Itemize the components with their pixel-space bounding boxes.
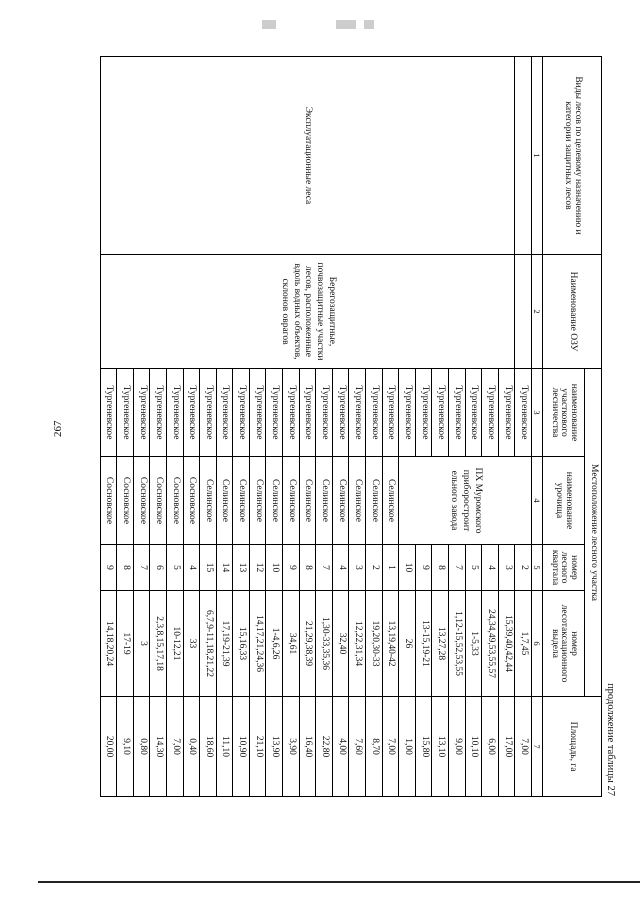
lesnichestvo-cell: Тургеневское [415, 369, 432, 457]
lesnichestvo-cell: Тургеневское [233, 369, 250, 457]
area-cell: 3,90 [283, 697, 300, 797]
column-number-cell: 6 [532, 591, 543, 697]
area-cell: 11,10 [216, 697, 233, 797]
lesnichestvo-cell: Тургеневское [399, 369, 416, 457]
vydel-cell: 2,3,8,15,17,18 [150, 591, 167, 697]
vydel-cell: 34,61 [283, 591, 300, 697]
urochishe-cell: Селинское [349, 457, 366, 545]
lesnichestvo-cell: Тургеневское [382, 369, 399, 457]
kvartal-cell: 8 [299, 545, 316, 591]
vydel-cell: 17,19-21,39 [216, 591, 233, 697]
vydel-cell: 21,29,38,39 [299, 591, 316, 697]
urochishe-cell: Селинское [299, 457, 316, 545]
vydel-cell: 24,34,49,53,55,57 [482, 591, 499, 697]
area-cell: 10,90 [233, 697, 250, 797]
ozu-cell-top [515, 255, 532, 369]
area-cell: 7,00 [166, 697, 183, 797]
vydel-cell: 13,19,40-42 [382, 591, 399, 697]
lesnichestvo-cell: Тургеневское [515, 369, 532, 457]
urochishe-cell: Сосновское [133, 457, 150, 545]
area-cell: 9,00 [449, 697, 466, 797]
urochishe-cell: Селинское [316, 457, 333, 545]
lesnichestvo-cell: Тургеневское [465, 369, 482, 457]
area-cell: 4,00 [332, 697, 349, 797]
lesnichestvo-cell: Тургеневское [133, 369, 150, 457]
lesnichestvo-cell: Тургеневское [266, 369, 283, 457]
kvartal-cell: 7 [133, 545, 150, 591]
vydel-cell: 26 [399, 591, 416, 697]
vydel-cell: 6,7,9-11,18,21,22 [200, 591, 217, 697]
area-cell: 14,30 [150, 697, 167, 797]
lesnichestvo-cell: Тургеневское [249, 369, 266, 457]
category-cell-top [515, 57, 532, 255]
forest-table [100, 56, 602, 797]
urochishe-cell: Селинское [332, 457, 349, 545]
column-number-row [532, 57, 543, 797]
header-kvartal: номер лесного квартала [543, 545, 585, 591]
scan-artifact [262, 20, 276, 29]
urochishe-cell: Селинское [249, 457, 266, 545]
vydel-cell: 19,20,30-33 [366, 591, 383, 697]
area-cell: 17,00 [498, 697, 515, 797]
lesnichestvo-cell: Тургеневское [216, 369, 233, 457]
vydel-cell: 1,12-15,52,53,55 [449, 591, 466, 697]
header-urochishe: наименование урочища [543, 457, 585, 545]
area-cell: 6,00 [482, 697, 499, 797]
header-vydel: номер лесотаксационного выдела [543, 591, 585, 697]
urochishe-cell: Сосновское [117, 457, 134, 545]
lesnichestvo-cell: Тургеневское [200, 369, 217, 457]
urochishe-cell: Сосновское [166, 457, 183, 545]
header-location-group: Местоположение лесного участка [585, 369, 602, 697]
kvartal-cell: 3 [349, 545, 366, 591]
area-cell: 13,10 [432, 697, 449, 797]
kvartal-cell: 10 [399, 545, 416, 591]
column-number-cell: 2 [532, 255, 543, 369]
lesnichestvo-cell: Тургеневское [150, 369, 167, 457]
urochishe-cell: Селинское [216, 457, 233, 545]
bottom-rule [38, 881, 640, 883]
kvartal-cell: 5 [166, 545, 183, 591]
area-cell: 8,70 [366, 697, 383, 797]
area-cell: 20,00 [100, 697, 117, 797]
header-lesnichestvo: наименование участкового лесничества [543, 369, 585, 457]
kvartal-cell: 2 [515, 545, 532, 591]
scan-artifact [364, 20, 374, 29]
urochishe-cell: Селинское [283, 457, 300, 545]
header-category: Виды лесов по целевому назначению и категории защитных лесов [543, 57, 602, 255]
kvartal-cell: 3 [498, 545, 515, 591]
area-cell: 22,80 [316, 697, 333, 797]
kvartal-cell: 7 [316, 545, 333, 591]
vydel-cell: 12,22,31,34 [349, 591, 366, 697]
vydel-cell: 15,16,33 [233, 591, 250, 697]
area-cell: 10,10 [465, 697, 482, 797]
area-cell: 0,80 [133, 697, 150, 797]
column-number-cell: 3 [532, 369, 543, 457]
area-cell: 18,60 [200, 697, 217, 797]
area-cell: 15,80 [415, 697, 432, 797]
category-cell: Эксплуатационные леса [100, 57, 515, 255]
area-cell: 13,90 [266, 697, 283, 797]
urochishe-cell: Селинское [366, 457, 383, 545]
kvartal-cell: 15 [200, 545, 217, 591]
kvartal-cell: 8 [117, 545, 134, 591]
kvartal-cell: 10 [266, 545, 283, 591]
vydel-cell: 14,18,20,24 [100, 591, 117, 697]
header-area: Площадь, га [543, 697, 602, 797]
kvartal-cell: 9 [100, 545, 117, 591]
urochishe-cell: Сосновское [150, 457, 167, 545]
table-body [100, 57, 531, 797]
column-number-cell: 4 [532, 457, 543, 545]
table-row [498, 57, 515, 797]
lesnichestvo-cell: Тургеневское [332, 369, 349, 457]
vydel-cell: 13,27,28 [432, 591, 449, 697]
header-ozu: Наименование ОЗУ [543, 255, 602, 369]
urochishe-cell: Сосновское [100, 457, 117, 545]
continuation-label: продолжение таблицы 27 [605, 683, 616, 796]
urochishe-cell: Селинское [233, 457, 250, 545]
kvartal-cell: 6 [150, 545, 167, 591]
kvartal-cell: 9 [415, 545, 432, 591]
kvartal-cell: 4 [183, 545, 200, 591]
kvartal-cell: 9 [283, 545, 300, 591]
column-number-cell: 1 [532, 57, 543, 255]
scan-artifact [336, 20, 356, 29]
kvartal-cell: 7 [449, 545, 466, 591]
kvartal-cell: 4 [482, 545, 499, 591]
lesnichestvo-cell: Тургеневское [449, 369, 466, 457]
vydel-cell: 1,30-33,35,36 [316, 591, 333, 697]
kvartal-cell: 5 [465, 545, 482, 591]
kvartal-cell: 8 [432, 545, 449, 591]
vydel-cell: 1-4,6,26 [266, 591, 283, 697]
lesnichestvo-cell: Тургеневское [100, 369, 117, 457]
vydel-cell: 14,17,21,24,36 [249, 591, 266, 697]
kvartal-cell: 1 [382, 545, 399, 591]
kvartal-cell: 4 [332, 545, 349, 591]
lesnichestvo-cell: Тургеневское [283, 369, 300, 457]
area-cell: 7,60 [349, 697, 366, 797]
vydel-cell: 1,7,45 [515, 591, 532, 697]
urochishe-cell: Селинское [200, 457, 217, 545]
urochishe-merged-cell: ПХ Муромского приборостроит ельного завода [399, 457, 532, 545]
area-cell: 9,10 [117, 697, 134, 797]
page-number: 267 [52, 420, 64, 437]
lesnichestvo-cell: Тургеневское [183, 369, 200, 457]
area-cell: 7,00 [515, 697, 532, 797]
kvartal-cell: 12 [249, 545, 266, 591]
area-cell: 1,00 [399, 697, 416, 797]
lesnichestvo-cell: Тургеневское [299, 369, 316, 457]
vydel-cell: 1-5,33 [465, 591, 482, 697]
lesnichestvo-cell: Тургеневское [432, 369, 449, 457]
lesnichestvo-cell: Тургеневское [366, 369, 383, 457]
vydel-cell: 13-15,19-21 [415, 591, 432, 697]
area-cell: 0,40 [183, 697, 200, 797]
lesnichestvo-cell: Тургеневское [166, 369, 183, 457]
ozu-cell: Берегозащитные, почвозащитные участки лесов, расположенные вдоль водных объектов, склонов оврагов [100, 255, 515, 369]
kvartal-cell: 2 [366, 545, 383, 591]
lesnichestvo-cell: Тургеневское [349, 369, 366, 457]
kvartal-cell: 14 [216, 545, 233, 591]
column-number-cell: 5 [532, 545, 543, 591]
area-cell: 21,10 [249, 697, 266, 797]
urochishe-cell: Селинское [382, 457, 399, 545]
rotated-table-page [104, 56, 616, 796]
vydel-cell: 17-19 [117, 591, 134, 697]
lesnichestvo-cell: Тургеневское [316, 369, 333, 457]
table-row [515, 57, 532, 797]
kvartal-cell: 13 [233, 545, 250, 591]
vydel-cell: 10-12,21 [166, 591, 183, 697]
vydel-cell: 33 [183, 591, 200, 697]
vydel-cell: 15,39,40,42,44 [498, 591, 515, 697]
vydel-cell: 32,40 [332, 591, 349, 697]
lesnichestvo-cell: Тургеневское [482, 369, 499, 457]
lesnichestvo-cell: Тургеневское [498, 369, 515, 457]
vydel-cell: 3 [133, 591, 150, 697]
urochishe-cell: Сосновское [183, 457, 200, 545]
column-number-cell: 7 [532, 697, 543, 797]
lesnichestvo-cell: Тургеневское [117, 369, 134, 457]
urochishe-cell: Селинское [266, 457, 283, 545]
area-cell: 7,00 [382, 697, 399, 797]
area-cell: 16,40 [299, 697, 316, 797]
